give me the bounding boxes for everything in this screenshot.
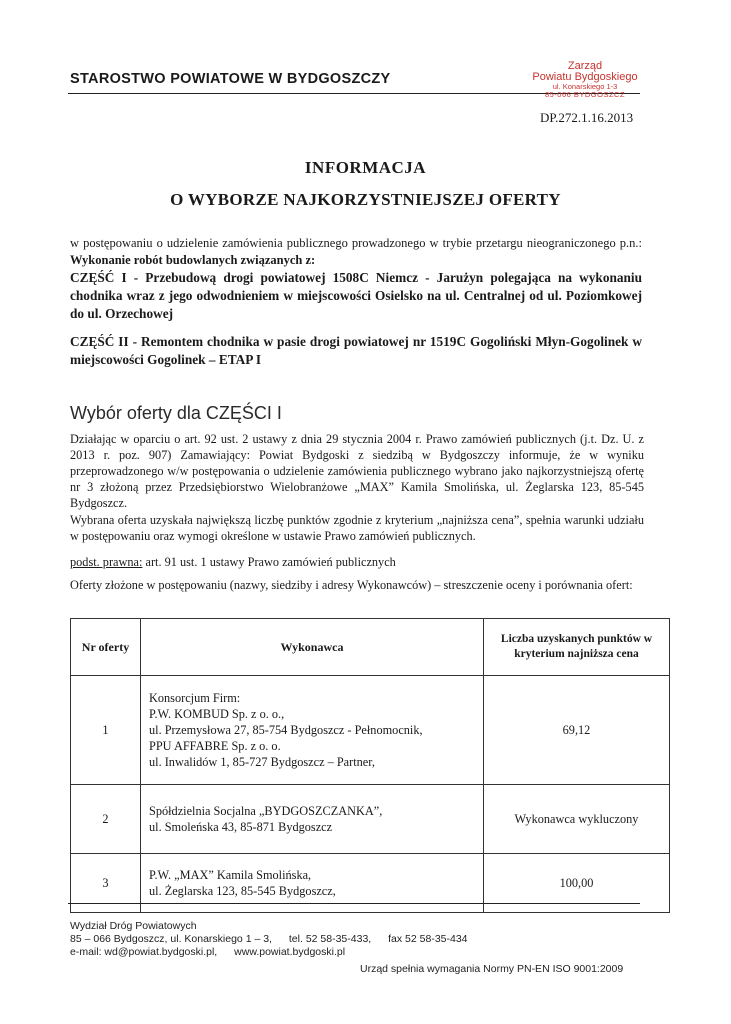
part-1-description: CZĘŚĆ I - Przebudową drogi powiatowej 1508C Niemcz - Jarużyn polegająca na wykonaniu chodnika wraz z jego odwodnieniem w miejscowości Osielsko na ul. Centralnej od ul. Poziomkowej do ul. Orzechowej [70, 270, 642, 321]
footer-web-line [70, 946, 468, 959]
footer [70, 920, 468, 959]
contractor-line: ul. Żeglarska 123, 85-545 Bydgoszcz, [149, 884, 336, 898]
iso-certification-note: Urząd spełnia wymagania Normy PN-EN ISO 9001:2009 [360, 963, 624, 975]
legal-basis [70, 554, 396, 570]
footer-contact-line [70, 933, 468, 946]
contractor-line: P.W. KOMBUD Sp. z o. o., [149, 707, 285, 721]
office-stamp [520, 61, 650, 98]
footer-address: 85 – 066 Bydgoszcz, ul. Konarskiego 1 – 3, [70, 933, 272, 945]
stamp-line-4: 85-066 BYDGOSZCZ [544, 89, 626, 99]
institution-name: STAROSTWO POWIATOWE W BYDGOSZCZY [70, 71, 391, 87]
legal-basis-text: art. 91 ust. 1 ustawy Prawo zamówień publicznych [145, 555, 396, 569]
contractor-line: PPU AFFABRE Sp. z o. o. [149, 739, 281, 753]
contractor-cell [141, 676, 484, 785]
document-subtitle: O WYBORZE NAJKORZYSTNIEJSZEJ OFERTY [170, 190, 561, 209]
contractor-line: ul. Inwalidów 1, 85-727 Bydgoszcz – Partner, [149, 755, 375, 769]
contractor-cell [141, 785, 484, 854]
header-contractor: Wykonawca [141, 619, 484, 676]
footer-divider [68, 903, 640, 904]
offer-points: 100,00 [484, 854, 670, 913]
footer-www-link[interactable]: www.powiat.bydgoski.pl [234, 946, 346, 958]
stamp-line-1: Zarząd [567, 60, 603, 72]
table-row [71, 676, 670, 785]
offer-points: Wykonawca wykluczony [484, 785, 670, 854]
contractor-line: P.W. „MAX” Kamila Smolińska, [149, 868, 312, 882]
table-header-row [71, 619, 670, 676]
legal-basis-label: podst. prawna: [70, 555, 143, 569]
offer-points: 69,12 [484, 676, 670, 785]
part-2-description: CZĘŚĆ II - Remontem chodnika w pasie drogi powiatowej nr 1519C Gogoliński Młyn-Gogolinek w miejscowości Gogolinek – ETAP I [70, 334, 642, 367]
offers-summary-intro: Oferty złożone w postępowaniu (nazwy, siedziby i adresy Wykonawców) – streszczenie oceny i porównania ofert: [70, 578, 633, 592]
contractor-line: ul. Smoleńska 43, 85-871 Bydgoszcz [149, 820, 333, 834]
header-offer-number: Nr oferty [71, 619, 141, 676]
document-title: INFORMACJA [304, 158, 427, 177]
stamp-line-2: Powiatu Bydgoskiego [532, 71, 638, 83]
intro-text: w postępowaniu o udzielenie zamówienia publicznego prowadzonego w trybie przetargu nieograniczonego p.n.: [70, 236, 642, 250]
contractor-line: Konsorcjum Firm: [149, 691, 241, 705]
contractor-line: Spółdzielnia Socjalna „BYDGOSZCZANKA”, [149, 804, 383, 818]
stamp-line-3: ul. Konarskiego 1-3 [552, 82, 618, 91]
footer-fax: fax 52 58-35-434 [388, 933, 468, 945]
decision-paragraph: Działając w oparciu o art. 92 ust. 2 ustawy z dnia 29 stycznia 2004 r. Prawo zamówień publicznych (j.t. Dz. U. z 2013 r. poz. 907) Zamawiający: Powiat Bydgoski z siedzibą w Bydgoszczy informuje, że w wyniku przeprowadzonego w/w postępowania o udzielenie zamówienia publicznego wybrano jako najkorzystniejszą ofertę nr 3 złożoną przez Przedsiębiorstwo Wielobranżowe „MAX” Kamila Smolińska, ul. Żeglarska 123, 85-545 Bydgoszcz. [70, 432, 644, 510]
intro-paragraph [70, 235, 642, 269]
intro-bold: Wykonanie robót budowlanych związanych z: [70, 253, 316, 267]
table-row [71, 785, 670, 854]
offer-number: 2 [71, 785, 141, 854]
offer-number: 1 [71, 676, 141, 785]
footer-tel: tel. 52 58-35-433, [288, 933, 372, 945]
footer-email-link[interactable]: e-mail: wd@powiat.bydgoski.pl, [70, 946, 218, 958]
offers-table [70, 618, 670, 913]
reference-number: DP.272.1.16.2013 [540, 110, 634, 125]
footer-department: Wydział Dróg Powiatowych [70, 920, 197, 932]
section-heading: Wybór oferty dla CZĘŚCI I [70, 403, 282, 423]
offer-number: 3 [71, 854, 141, 913]
justification-paragraph: Wybrana oferta uzyskała największą liczbę punktów zgodnie z kryterium „najniższa cena”, spełnia warunki udziału w postępowaniu oraz wymogi określone w ustawie Prawo zamówień publicznych. [70, 513, 644, 543]
contractor-line: ul. Przemysłowa 27, 85-754 Bydgoszcz - Pełnomocnik, [149, 723, 423, 737]
header-points: Liczba uzyskanych punktów w kryterium najniższa cena [484, 619, 670, 676]
